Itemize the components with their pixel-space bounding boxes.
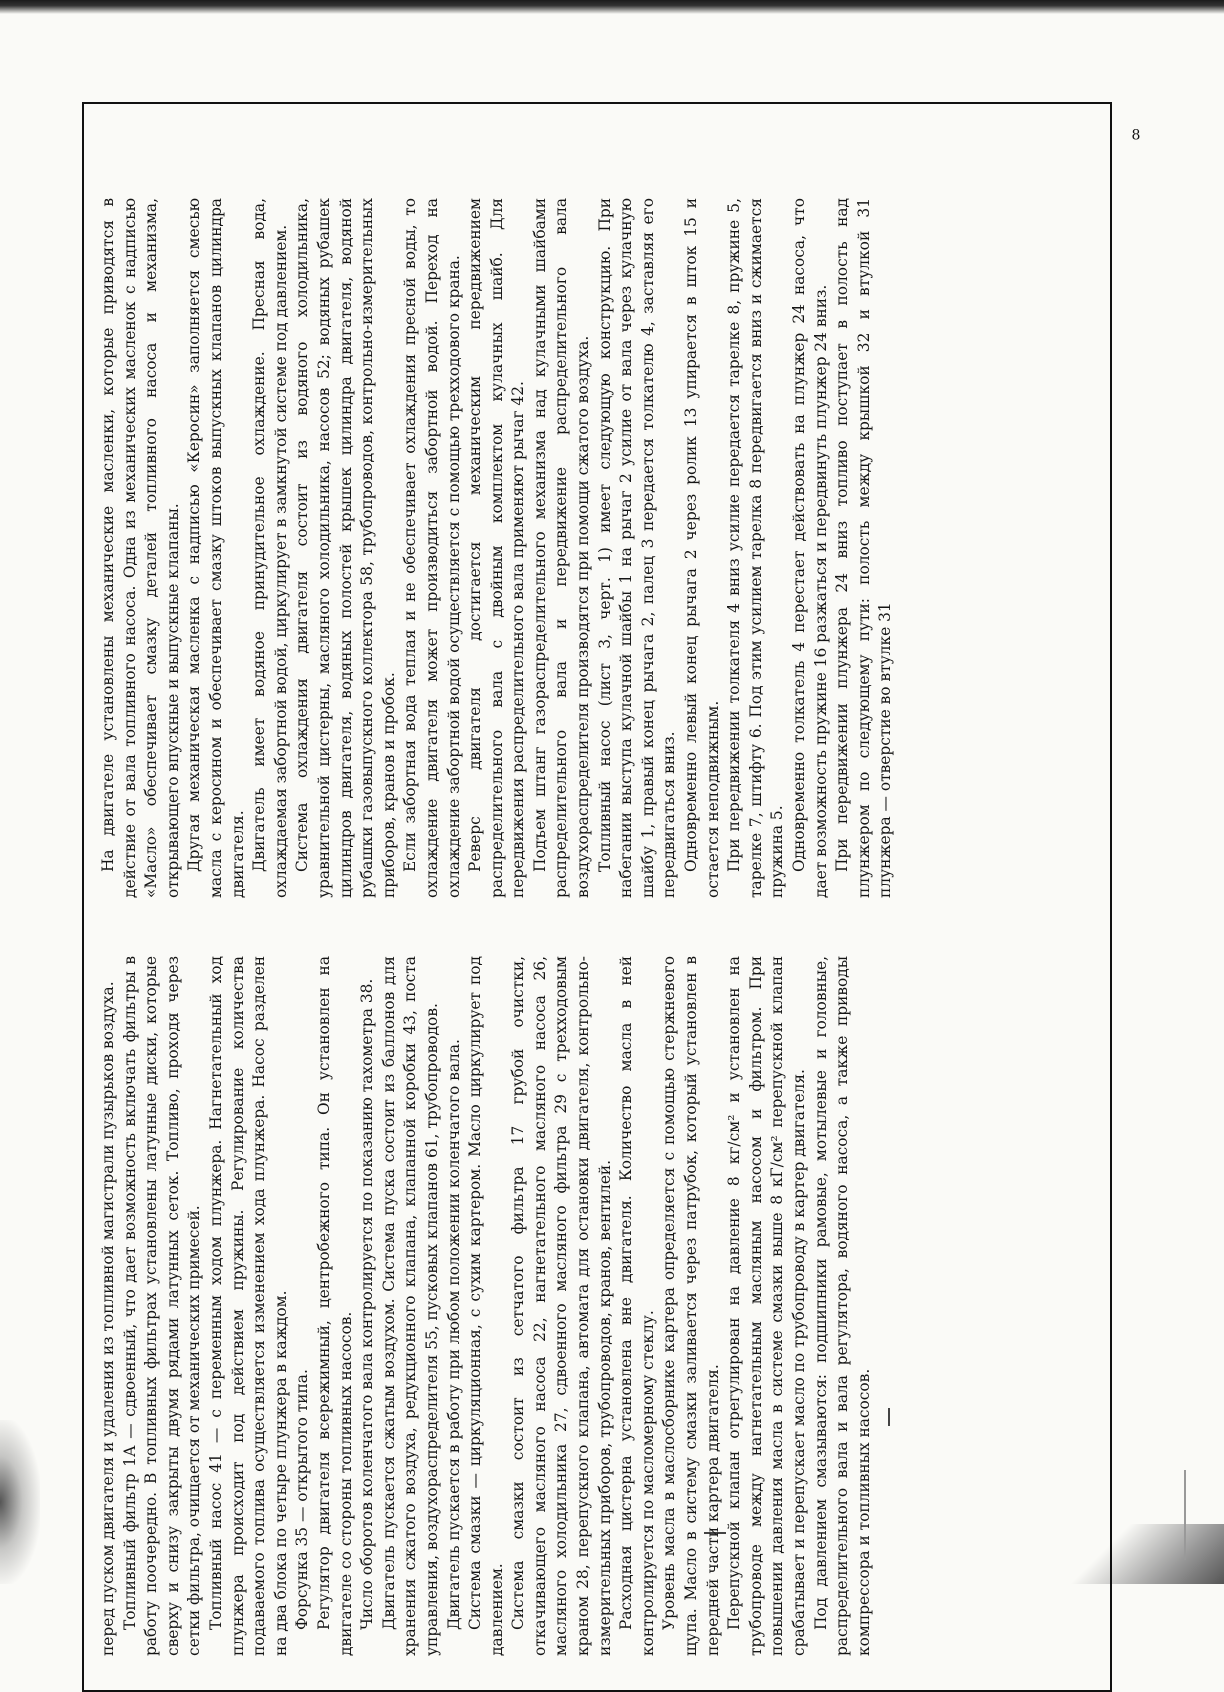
rotated-page bbox=[82, 102, 1141, 1692]
paragraph: На двигателе установлены механические масленки, которые приводятся в действие от вала топливного насоса. Одна из механических масленок с надписью «Масло» обеспечивает смазку деталей топливного насоса и механизма, открывающего впускные и выпускные клапаны. bbox=[99, 198, 182, 898]
paragraph: Одновременно левый конец рычага 2 через ролик 13 упирается в шток 15 и остается неподвижным. bbox=[682, 198, 722, 898]
left-column bbox=[98, 956, 875, 1656]
paragraph: Двигатель пускается в работу при любом положении коленчатого вала. bbox=[444, 1039, 463, 1630]
paragraph: Топливный насос 41 — с переменным ходом плунжера. Нагнетательный ход плунжера происходит под действием пружины. Регулирование количества подаваемого топлива осуществляется изменением хода плунжера. Насос разделен на два блока по четыре плунжера в каждом. bbox=[206, 956, 290, 1656]
paragraph: Расходная цистерна установлена вне двигателя. Количество масла в ней контролируется по масломерному стеклу. bbox=[617, 956, 657, 1656]
paragraph: Топливный фильтр 1А — сдвоенный, что дает возможность включать фильтры в работу поочередно. В топливных фильтрах установлены латунные диски, которые сверху и снизу закрыты двумя рядами латунных сеток. Топливо, проходя через сетки фильтра, очищается от механических примесей. bbox=[120, 956, 204, 1656]
paragraph: Другая механическая масленка с надписью «Керосин» заполняется смесью масла с керосином и обеспечивает смазку штоков выпускных клапанов цилиндра двигателя. bbox=[185, 198, 247, 898]
scan-blot-left bbox=[0, 1420, 40, 1584]
paragraph: перед пуском двигателя и удаления из топливной магистрали пузырьков воздуха. bbox=[99, 981, 117, 1656]
paragraph: Двигатель имеет водяное принудительное охлаждение. Пресная вода, охлаждаемая забортной водой, циркулирует в замкнутой системе под давлением. bbox=[250, 198, 290, 898]
paragraph: Уровень масла в маслосборнике картера определяется с помощью стержневого щупа. Масло в систему смазки заливается через патрубок, который установлен в передней части картера двигателя. bbox=[660, 956, 722, 1656]
paragraph: Перепускной клапан отрегулирован на давление 8 кг/см² и установлен на трубопроводе между нагнетательным масляным насосом и фильтром. При повышении давления масла в системе смазки выше 8 кГ/см² перепускной клапан срабатывает и перепускает масло по трубопроводу в картер двигателя. bbox=[725, 956, 808, 1656]
paragraph: При передвижении толкателя 4 вниз усилие передается тарелке 8, пружине 5, тарелке 7, штифту 6. Под этим усилием тарелка 8 передвигается вниз и сжимается пружина 5. bbox=[725, 198, 787, 898]
page-number: 8 bbox=[1131, 127, 1141, 144]
paragraph: Реверс двигателя достигается механическим передвижением распределительного вала с двойным комплектом кулачных шайб. Для передвижения распределительного вала применяют рычаг 42. bbox=[466, 198, 528, 898]
paragraph: Система охлаждения двигателя состоит из водяного холодильника, уравнительной цистерны, масляного холодильника, насосов 52; водяных рубашек цилиндров двигателя, водяных полостей крышек цилиндра двигателя, водяной рубашки газовыпускного коллектора 58, трубопроводов, контрольно-измерительных приборов, кранов и пробок. bbox=[293, 198, 398, 898]
paragraph: Форсунка 35 — открытого типа. bbox=[293, 1369, 312, 1630]
scan-mark-3 bbox=[1184, 1470, 1186, 1560]
paragraph: Если забортная вода теплая и не обеспечивает охлаждения пресной воды, то охлаждение двигателя может производиться забортной водой. Переход на охлаждение забортной водой осуществляется с помощью трехходового крана. bbox=[401, 198, 463, 898]
paragraph: При передвижении плунжера 24 вниз топливо поступает в полость над плунжером по следующему пути: полость между крышкой 32 и втулкой 31 плунжера — отверстие во втулке 31 bbox=[833, 198, 895, 898]
paragraph: Под давлением смазываются: подшипники рамовые, мотылевые и головные, распределительного вала и вала регулятора, водяного насоса, а также приводы компрессора и топливных насосов. bbox=[811, 956, 873, 1656]
paragraph: Регулятор двигателя всережимный, центробежного типа. Он установлен на двигателе со стороны топливных насосов. bbox=[314, 956, 355, 1656]
paragraph: Система смазки состоит из сетчатого фильтра 17 грубой очистки, откачивающего масляного насоса 22, нагнетательного масляного насоса 26, масляного холодильника 27, сдвоенного масляного фильтра 29 с трехходовым краном 28, перепускного клапана, автомата для остановки двигателя, контрольно-измерительных приборов, трубопроводов, кранов, вентилей. bbox=[509, 956, 614, 1656]
paragraph: Число оборотов коленчатого вала контролируется по показанию тахометра 38. bbox=[358, 978, 377, 1630]
paragraph: Топливный насос (лист 3, черт. 1) имеет следующую конструкцию. При набегании выступа кулачной шайбы 1 на рычаг 2 усилие от вала через кулачную шайбу 1, правый конец рычага 2, палец 3 передается толкателю 4, заставляя его передвигаться вниз. bbox=[595, 198, 679, 898]
scan-edge-top bbox=[0, 0, 1224, 14]
paragraph: Одновременно толкатель 4 перестает действовать на плунжер 24 насоса, что дает возможность пружине 16 разжаться и передвинуть плунжер 24 вниз. bbox=[790, 198, 830, 898]
paragraph: Система смазки — циркуляционная, с сухим картером. Масло циркулирует под давлением. bbox=[466, 956, 506, 1656]
right-column bbox=[98, 198, 897, 898]
paragraph: Двигатель пускается сжатым воздухом. Система пуска состоит из баллонов для хранения сжатого воздуха, редукционного клапана, клапанной коробки 43, поста управления, воздухораспределителя 55, пусковых клапанов 61, трубопроводов. bbox=[379, 956, 441, 1656]
paragraph: Подъем штанг газораспределительного механизма над кулачными шайбами распределительного вала и передвижение распределительного вала воздухораспределителя производятся при помощи сжатого воздуха. bbox=[530, 198, 593, 898]
